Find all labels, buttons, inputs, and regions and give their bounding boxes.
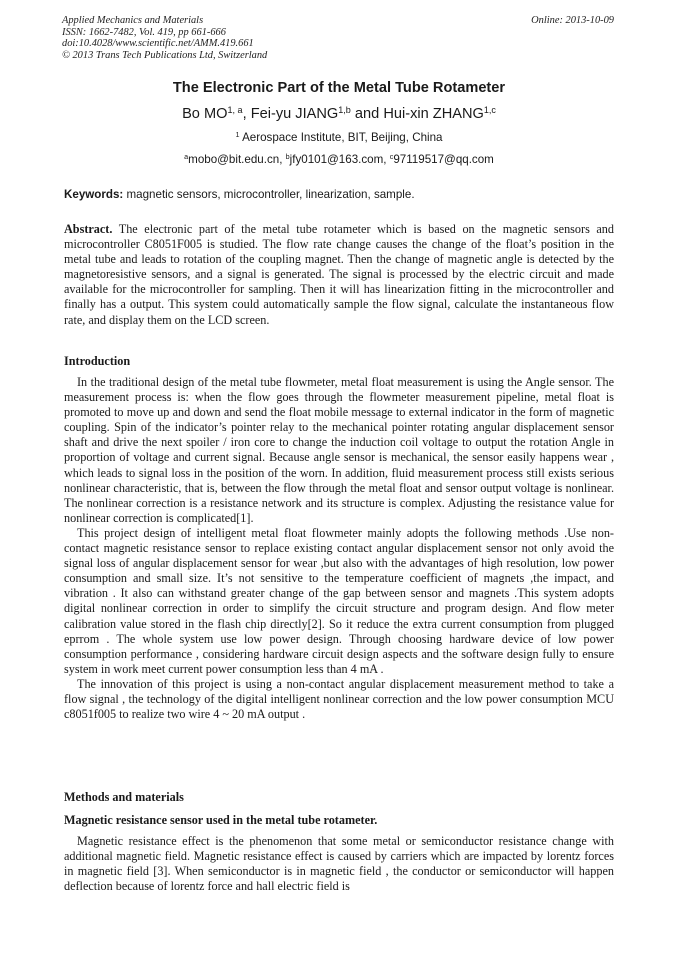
- email-address: jfy0101@163.com,: [289, 153, 390, 166]
- author-separator: and: [350, 106, 384, 122]
- keywords: [64, 188, 415, 201]
- journal-name: Applied Mechanics and Materials: [62, 15, 204, 26]
- email-list: [0, 153, 678, 166]
- email-mark: a: [184, 152, 189, 162]
- subsection-heading: Magnetic resistance sensor used in the metal tube rotameter.: [64, 813, 378, 827]
- email-address: 97119517@qq.com: [393, 153, 494, 166]
- keywords-label: Keywords:: [64, 188, 124, 201]
- paragraph: This project design of intelligent metal float flowmeter mainly adopts the following methods .Use non-contact magnetic resistance sensor to replace existing contact angular displacement sensor not only avoid the signal loss of angular displacement sensor for wear ,but also with the advantages of high resolution, low power consumption and small size. It’s not sensitive to the temperature coefficient of magnets ,the impact, and vibration . It also can withstand greater change of the gap between sensor and magnets .This system adopts digital nonlinear correction in order to simplify the circuit structure and program design. And flow meter calibration value stored in the flash chip directly[2]. So it reduce the extra current consumption from plugged eprrom . The whole system use low power design. Through choosing hardware device of low power consumption performance , considering hardware circuit design aspects and the software design fully to ensure system in work meet current power consumption less than 4 mA .: [64, 525, 614, 676]
- introduction-body: [64, 375, 614, 722]
- author-affiliation-mark: 1, a: [227, 105, 243, 116]
- journal-meta: [62, 15, 267, 61]
- online-date: Online: 2013-10-09: [531, 15, 614, 26]
- author-affiliation-mark: 1,c: [483, 105, 496, 116]
- affiliation: [0, 131, 678, 144]
- abstract-label: Abstract.: [64, 222, 113, 236]
- author-affiliation-mark: 1,b: [338, 105, 351, 116]
- doi-line: doi:10.4028/www.scientific.net/AMM.419.661: [62, 38, 254, 49]
- author-name: Bo MO: [182, 106, 228, 122]
- author-name: Hui-xin ZHANG: [383, 106, 484, 122]
- email-mark: c: [389, 152, 394, 162]
- email-mark: b: [285, 152, 290, 162]
- issn-line: ISSN: 1662-7482, Vol. 419, pp 661-666: [62, 26, 226, 38]
- copyright-line: © 2013 Trans Tech Publications Ltd, Switzerland: [62, 49, 268, 61]
- section-heading-introduction: Introduction: [64, 354, 131, 368]
- email-address: mobo@bit.edu.cn,: [188, 153, 286, 166]
- abstract-text: The electronic part of the metal tube rotameter which is based on the magnetic sensors and microcontroller C8051F005 is studied. The flow rate change causes the change of the float’s position in the metal tube and leads to rotation of the coupling magnet. Then the change of magnetic angle is detected by the magnetoresistive sensors, and a signal is generated. The signal is processed by the electric circuit and made available for the microcontroller for sampling. Then it will has linearization fitting in the microcontroller and finally has a output. This system could automatically sample the flow signal, calculate the instantaneous flow rate, and display them on the LCD screen.: [64, 222, 614, 327]
- author-list: [0, 106, 678, 122]
- author-name: Fei-yu JIANG: [250, 106, 339, 122]
- section-heading-methods: Methods and materials: [64, 790, 184, 804]
- paragraph: Magnetic resistance effect is the phenomenon that some metal or semiconductor resistance change with additional magnetic field. Magnetic resistance effect is caused by carriers which are impacted by lorentz forces in magnetic field [3]. When semiconductor is in magnetic field , the conductor or semiconductor will happen deflection because of lorentz force and hall electric field is: [64, 834, 614, 894]
- paragraph: The innovation of this project is using a non-contact angular displacement measurement method to take a flow signal , the technology of the digital intelligent nonlinear correction and the low power consumption MCU c8051f005 to realize two wire 4 ~ 20 mA output .: [64, 676, 614, 722]
- author-separator: ,: [242, 106, 251, 122]
- affiliation-text: Aerospace Institute, BIT, Beijing, China: [239, 131, 443, 144]
- affiliation-mark: 1: [235, 130, 240, 140]
- abstract: [64, 222, 614, 328]
- keywords-text: magnetic sensors, microcontroller, linearization, sample.: [123, 188, 415, 201]
- paper-title: The Electronic Part of the Metal Tube Rotameter: [172, 80, 506, 96]
- paragraph: In the traditional design of the metal tube flowmeter, metal float measurement is using the Angle sensor. The measurement process is: when the flow goes through the flowmeter measurement pipeline, metal float is promoted to move up and down and send the float mobile message to external indicator in the form of magnetic coupling. Spin of the indicator’s pointer relay to the mechanical pointer rotating angular displacement sensor shaft and drive the next spoiler / iron core to change the induction coil voltage to output the rotation Angle in proportion of voltage and current signal. Because angle sensor is mechanical, the sensor easily happens wear , which leads to signal loss in the position of the worn. In addition, fluid measurement process still exists serious nonlinear characteristic, that is, between the flow through the metal float and sensor output voltage is nonlinear. The nonlinear correction is a resistance network and its structure is complex. Adjusting the resistance value for nonlinear correction is complicated[1].: [64, 375, 614, 525]
- methods-body: [64, 834, 614, 894]
